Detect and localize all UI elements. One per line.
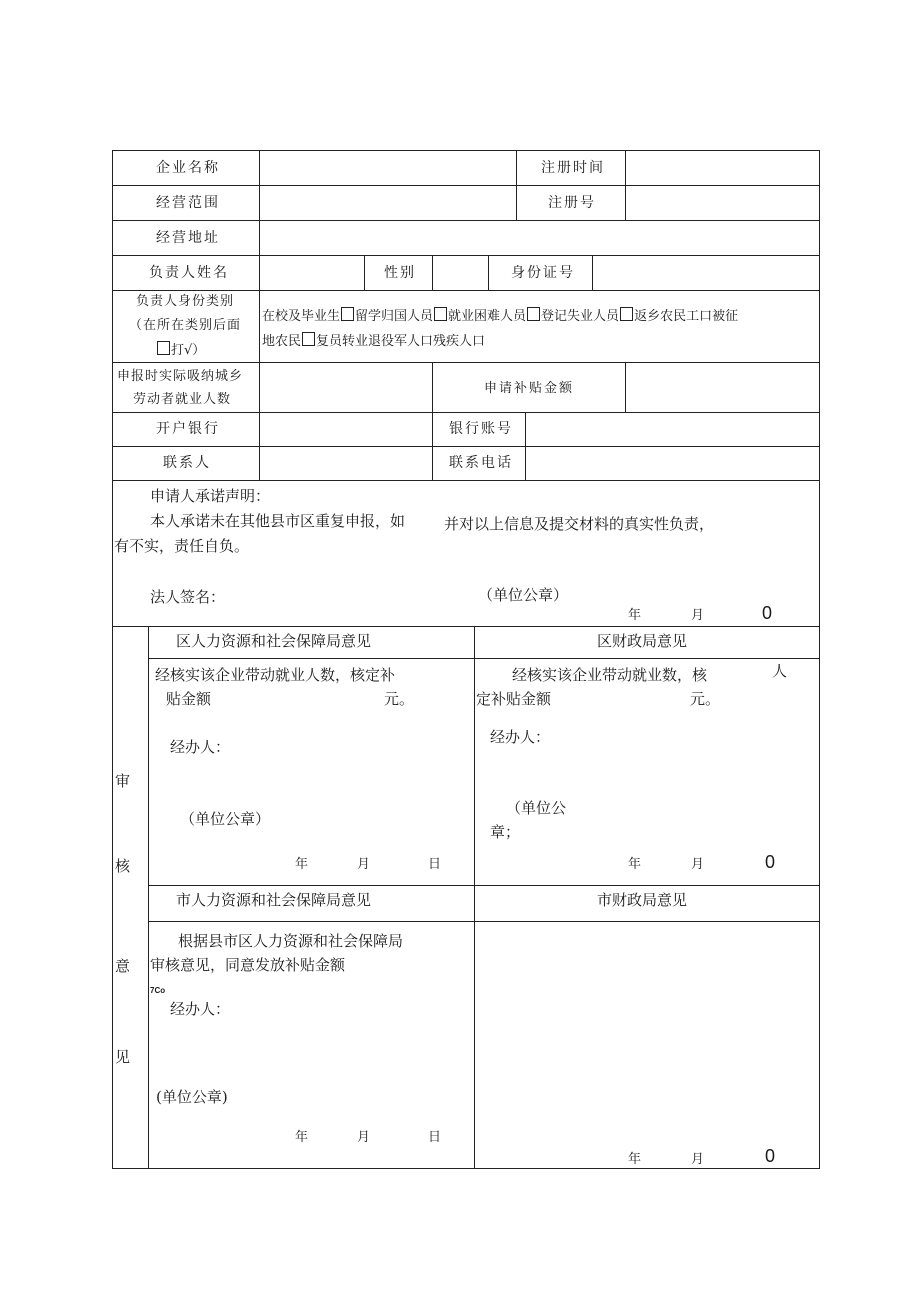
subsidy-amount-label: 申请补贴金额 bbox=[484, 381, 575, 396]
district-finance-seal-2: 章； bbox=[490, 823, 521, 841]
checkbox-landless[interactable] bbox=[302, 332, 315, 346]
checkbox-returnee[interactable] bbox=[434, 307, 447, 321]
district-hr-month: 月 bbox=[357, 857, 371, 872]
contact-label: 联系人 bbox=[163, 455, 211, 471]
person-name-field[interactable] bbox=[261, 257, 362, 289]
register-time-field[interactable] bbox=[627, 152, 817, 184]
grid-line bbox=[112, 255, 820, 256]
grid-line bbox=[112, 480, 820, 481]
contact-field[interactable] bbox=[261, 448, 431, 479]
city-hr-mark: 7Co bbox=[150, 986, 166, 995]
district-finance-year: 年 bbox=[628, 857, 642, 872]
district-finance-day: 0 bbox=[765, 852, 776, 872]
city-finance-day: 0 bbox=[765, 1146, 776, 1166]
district-finance-month: 月 bbox=[691, 857, 705, 872]
city-finance-year: 年 bbox=[628, 1152, 642, 1167]
review-side-char-1: 审 bbox=[115, 772, 131, 790]
grid-line bbox=[112, 185, 820, 186]
declaration-text-1b: 并对以上信息及提交材料的真实性负责， bbox=[444, 515, 715, 533]
business-address-label: 经营地址 bbox=[156, 230, 220, 246]
gender-label: 性别 bbox=[384, 265, 416, 281]
grid-line bbox=[625, 150, 626, 220]
person-name-label: 负责人姓名 bbox=[149, 265, 229, 281]
grid-line bbox=[625, 362, 626, 412]
grid-line bbox=[432, 362, 433, 480]
city-hr-day: 日 bbox=[428, 1130, 442, 1145]
declaration-day: 0 bbox=[762, 603, 773, 623]
grid-line bbox=[112, 150, 113, 1169]
city-hr-text-1: 根据县市区人力资源和社会保障局 bbox=[178, 932, 404, 950]
grid-line bbox=[364, 255, 365, 290]
district-hr-year: 年 bbox=[295, 857, 309, 872]
district-hr-title: 区人力资源和社会保障局意见 bbox=[176, 632, 372, 650]
account-label: 银行账号 bbox=[449, 421, 513, 437]
review-side-char-2: 核 bbox=[115, 857, 131, 875]
grid-line bbox=[112, 150, 820, 151]
identity-type-hint-check: 打√） bbox=[156, 341, 205, 360]
declaration-text-2: 有不实，责任自负。 bbox=[114, 537, 250, 555]
district-hr-day: 日 bbox=[428, 857, 442, 872]
grid-line bbox=[819, 150, 820, 1169]
id-no-field[interactable] bbox=[594, 257, 817, 289]
grid-line bbox=[432, 255, 433, 290]
grid-line bbox=[112, 290, 820, 291]
identity-type-label: 负责人身份类别 bbox=[136, 294, 235, 309]
register-time-label: 注册时间 bbox=[541, 160, 605, 176]
city-hr-handler: 经办人： bbox=[170, 1000, 231, 1018]
employees-field[interactable] bbox=[261, 364, 431, 411]
option-student: 在校及毕业生 bbox=[262, 309, 341, 324]
company-name-label: 企业名称 bbox=[156, 160, 220, 176]
checkbox-student[interactable] bbox=[341, 307, 354, 321]
signature-label: 法人签名： bbox=[150, 588, 226, 606]
grid-line bbox=[516, 150, 517, 220]
city-finance-month: 月 bbox=[691, 1152, 705, 1167]
grid-line bbox=[148, 921, 820, 922]
company-name-field[interactable] bbox=[261, 152, 514, 184]
district-finance-text-2: 定补贴金额 bbox=[476, 690, 552, 708]
bank-field[interactable] bbox=[261, 414, 431, 445]
option-landless: 地农民 bbox=[262, 334, 302, 349]
option-migrant: 返乡农民工口被征 bbox=[634, 309, 739, 324]
district-finance-person-glyph: 人 bbox=[772, 662, 788, 680]
review-side-char-4: 见 bbox=[115, 1048, 131, 1066]
grid-line bbox=[259, 150, 260, 480]
grid-line bbox=[112, 1168, 820, 1169]
business-address-field[interactable] bbox=[261, 222, 817, 254]
option-returnee: 留学归国人员 bbox=[355, 309, 434, 324]
district-hr-text-1: 经核实该企业带动就业人数，核定补 bbox=[155, 666, 396, 684]
grid-line bbox=[525, 412, 526, 480]
register-no-label: 注册号 bbox=[548, 195, 596, 211]
business-scope-field[interactable] bbox=[261, 187, 514, 219]
declaration-year: 年 bbox=[628, 608, 642, 623]
district-finance-handler: 经办人： bbox=[490, 728, 551, 746]
employees-label-2: 劳动者就业人数 bbox=[133, 392, 232, 407]
declaration-text-1a: 本人承诺未在其他县市区重复申报，如 bbox=[150, 512, 406, 530]
unit-seal-label: （单位公章） bbox=[478, 586, 569, 604]
grid-line bbox=[592, 255, 593, 290]
grid-line bbox=[148, 626, 149, 1168]
id-no-label: 身份证号 bbox=[511, 265, 575, 281]
district-hr-unit: 元。 bbox=[384, 690, 415, 708]
district-hr-handler: 经办人： bbox=[170, 738, 231, 756]
grid-line bbox=[112, 626, 820, 627]
account-field[interactable] bbox=[527, 414, 817, 445]
option-veteran-disabled: 复员转业退役军人口残疾人口 bbox=[316, 334, 486, 349]
city-hr-year: 年 bbox=[295, 1130, 309, 1145]
identity-options-line2 bbox=[262, 332, 485, 351]
bank-label: 开户银行 bbox=[156, 421, 220, 437]
employees-label: 申报时实际吸纳城乡 bbox=[117, 369, 244, 384]
district-hr-text-2: 贴金额 bbox=[166, 690, 212, 708]
grid-line bbox=[112, 412, 820, 413]
identity-type-hint: （在所在类别后面 bbox=[129, 318, 242, 333]
option-unemployed: 登记失业人员 bbox=[541, 309, 620, 324]
gender-field[interactable] bbox=[434, 257, 486, 289]
district-hr-seal: （单位公章） bbox=[180, 810, 271, 828]
city-finance-title: 市财政局意见 bbox=[597, 891, 688, 909]
district-finance-title: 区财政局意见 bbox=[597, 632, 688, 650]
grid-line bbox=[148, 885, 820, 886]
declaration-title: 申请人承诺声明： bbox=[150, 487, 271, 505]
phone-label: 联系电话 bbox=[449, 455, 513, 471]
city-hr-title: 市人力资源和社会保障局意见 bbox=[176, 891, 372, 909]
phone-field[interactable] bbox=[527, 448, 817, 479]
district-finance-unit: 元。 bbox=[690, 690, 721, 708]
district-finance-text-1: 经核实该企业带动就业数，核 bbox=[512, 666, 708, 684]
city-hr-text-2: 审核意见，同意发放补贴金额 bbox=[150, 956, 346, 974]
subsidy-amount-field[interactable] bbox=[627, 364, 817, 411]
city-hr-seal: (单位公章) bbox=[156, 1088, 228, 1106]
district-finance-seal: （单位公 bbox=[506, 799, 567, 817]
checkbox[interactable] bbox=[157, 341, 170, 355]
review-side-char-3: 意 bbox=[115, 957, 131, 975]
city-hr-month: 月 bbox=[357, 1130, 371, 1145]
checkbox-unemployed[interactable] bbox=[620, 307, 633, 321]
business-scope-label: 经营范围 bbox=[156, 195, 220, 211]
grid-line bbox=[112, 362, 820, 363]
grid-line bbox=[112, 446, 820, 447]
option-hardship: 就业困难人员 bbox=[448, 309, 527, 324]
declaration-month: 月 bbox=[691, 608, 705, 623]
grid-line bbox=[488, 255, 489, 290]
grid-line bbox=[148, 658, 820, 659]
checkbox-hardship[interactable] bbox=[527, 307, 540, 321]
grid-line bbox=[112, 220, 820, 221]
identity-options-line1 bbox=[262, 307, 738, 326]
register-no-field[interactable] bbox=[627, 187, 817, 219]
grid-line bbox=[474, 626, 475, 1168]
